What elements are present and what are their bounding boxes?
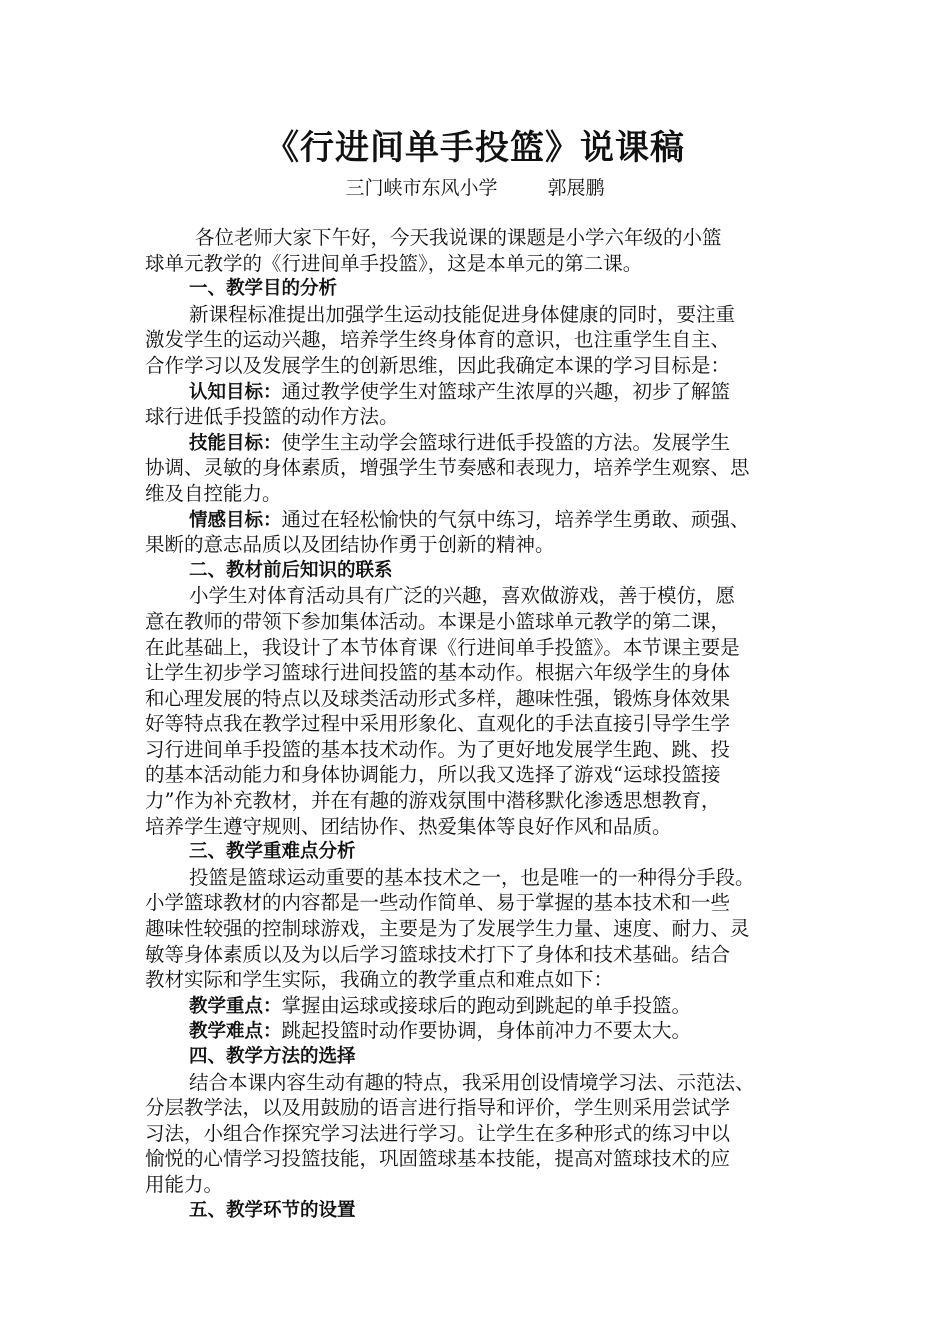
line-text: 让学生初步学习篮球行进间投篮的基本动作。根据六年级学生的身体: [145, 661, 731, 685]
paragraph-line: [145, 711, 825, 737]
section-heading: [145, 276, 825, 302]
paragraph-line: [145, 788, 825, 814]
line-text: 趣味性较强的控制球游戏，主要是为了发展学生力量、速度、耐力、灵: [145, 917, 750, 941]
line-text: 用能力。: [145, 1172, 224, 1196]
paragraph-line: [145, 353, 825, 379]
paragraph-line: [145, 1018, 825, 1044]
paragraph-line: [145, 1146, 825, 1172]
line-text: 在此基础上，我设计了本节体育课《行进间单手投篮》。本节课主要是: [145, 635, 740, 659]
line-text: 五、教学环节的设置: [189, 1199, 356, 1221]
paragraph-line: [145, 609, 825, 635]
line-text: 结合本课内容生动有趣的特点，我采用创设情境学习法、示范法、: [189, 1070, 755, 1094]
line-text: 协调、灵敏的身体素质，增强学生节奏感和表现力，培养学生观察、思: [145, 456, 750, 480]
paragraph-line: [145, 379, 825, 405]
inline-label: 教学难点：: [189, 1021, 282, 1043]
line-text: 愉悦的心情学习投篮技能，巩固篮球基本技能，提高对篮球技术的应: [145, 1147, 731, 1171]
byline: [0, 174, 950, 202]
paragraph-line: [145, 890, 825, 916]
line-text: 习行进间单手投篮的基本技术动作。为了更好地发展学生跑、跳、投: [145, 737, 731, 761]
paragraph-line: [145, 1121, 825, 1147]
line-text: 的基本活动能力和身体协调能力，所以我又选择了游戏“运球投篮接: [145, 763, 721, 787]
paragraph-line: [145, 686, 825, 712]
inline-label: 认知目标：: [189, 381, 282, 403]
paragraph-line: [145, 455, 825, 481]
line-text: 新课程标准提出加强学生运动技能促进身体健康的同时，要注重: [189, 302, 736, 326]
paragraph-line: [145, 225, 825, 251]
paragraph-line: [145, 865, 825, 891]
line-text: 使学生主动学会篮球行进低手投篮的方法。发展学生: [281, 430, 731, 454]
line-text: 通过在轻松愉快的气氛中练习，培养学生勇敢、顽强、: [281, 507, 750, 531]
section-heading: [145, 558, 825, 584]
line-text: 小学生对体育活动具有广泛的兴趣，喜欢做游戏，善于模仿，愿: [189, 584, 736, 608]
paragraph-line: [145, 916, 825, 942]
line-text: 敏等身体素质以及为以后学习篮球技术打下了身体和技术基础。结合: [145, 942, 731, 966]
line-text: 分层教学法，以及用鼓励的语言进行指导和评价，学生则采用尝试学: [145, 1096, 731, 1120]
section-heading: [145, 1044, 825, 1070]
inline-label: 教学重点：: [189, 995, 282, 1017]
paragraph-line: [145, 481, 825, 507]
section-heading: [145, 839, 825, 865]
paragraph-line: [145, 762, 825, 788]
line-text: 力”作为补充教材，并在有趣的游戏氛围中潜移默化渗透思想教育，: [145, 789, 721, 813]
paragraph-line: [145, 404, 825, 430]
inline-label: 技能目标：: [189, 432, 282, 454]
paragraph-line: [145, 967, 825, 993]
paragraph-line: [145, 942, 825, 968]
school-name: 三门峡市东风小学: [345, 177, 498, 199]
line-text: 四、教学方法的选择: [189, 1046, 356, 1067]
line-text: 合作学习以及发展学生的创新思维，因此我确定本课的学习目标是：: [145, 353, 731, 377]
paragraph-line: [145, 430, 825, 456]
paragraph-line: [145, 532, 825, 558]
line-text: 掌握由运球或接球后的跑动到跳起的单手投篮。: [281, 993, 692, 1017]
line-text: 球行进低手投篮的动作方法。: [145, 405, 399, 429]
line-text: 通过教学使学生对篮球产生浓厚的兴趣，初步了解篮: [281, 379, 731, 403]
author-name: 郭展鹏: [547, 177, 605, 199]
paragraph-line: [145, 1095, 825, 1121]
paragraph-line: [145, 1070, 825, 1096]
document-title: 《行进间单手投篮》说课稿: [265, 128, 685, 168]
paragraph-line: [145, 1172, 825, 1198]
line-text: 好等特点我在教学过程中采用形象化、直观化的手法直接引导学生学: [145, 712, 731, 736]
line-text: 教材实际和学生实际，我确立的教学重点和难点如下：: [145, 968, 614, 992]
line-text: 一、教学目的分析: [189, 278, 338, 300]
paragraph-line: [145, 583, 825, 609]
section-heading: [145, 1198, 825, 1224]
paragraph-line: [145, 814, 825, 840]
inline-label: 情感目标：: [189, 509, 282, 531]
line-text: 培养学生遵守规则、团结协作、热爱集体等良好作风和品质。: [145, 814, 672, 838]
line-text: 投篮是篮球运动重要的基本技术之一，也是唯一的一种得分手段。: [189, 865, 755, 889]
paragraph-line: [145, 251, 825, 277]
paragraph-line: [145, 302, 825, 328]
line-text: 小学篮球教材的内容都是一些动作简单、易于掌握的基本技术和一些: [145, 891, 731, 915]
line-text: 激发学生的运动兴趣，培养学生终身体育的意识，也注重学生自主、: [145, 328, 731, 352]
document-body: [145, 225, 825, 1223]
paragraph-line: [145, 507, 825, 533]
line-text: 意在教师的带领下参加集体活动。本课是小篮球单元教学的第二课，: [145, 609, 731, 633]
line-text: 跳起投篮时动作要协调，身体前冲力不要太大。: [281, 1019, 692, 1043]
line-text: 二、教材前后知识的联系: [189, 559, 393, 581]
paragraph-line: [145, 635, 825, 661]
paragraph-line: [145, 993, 825, 1019]
line-text: 维及自控能力。: [145, 481, 282, 505]
line-text: 球单元教学的《行进间单手投篮》，这是本单元的第二课。: [145, 251, 643, 275]
paragraph-line: [145, 660, 825, 686]
line-text: 和心理发展的特点以及球类活动形式多样，趣味性强，锻炼身体效果: [145, 686, 731, 710]
line-text: 果断的意志品质以及团结协作勇于创新的精神。: [145, 533, 555, 557]
line-text: 各位老师大家下午好，今天我说课的课题是小学六年级的小篮: [195, 226, 722, 249]
paragraph-line: [145, 737, 825, 763]
paragraph-line: [145, 327, 825, 353]
line-text: 习法，小组合作探究学习法进行学习。让学生在多种形式的练习中以: [145, 1121, 731, 1145]
line-text: 三、教学重难点分析: [189, 841, 356, 863]
